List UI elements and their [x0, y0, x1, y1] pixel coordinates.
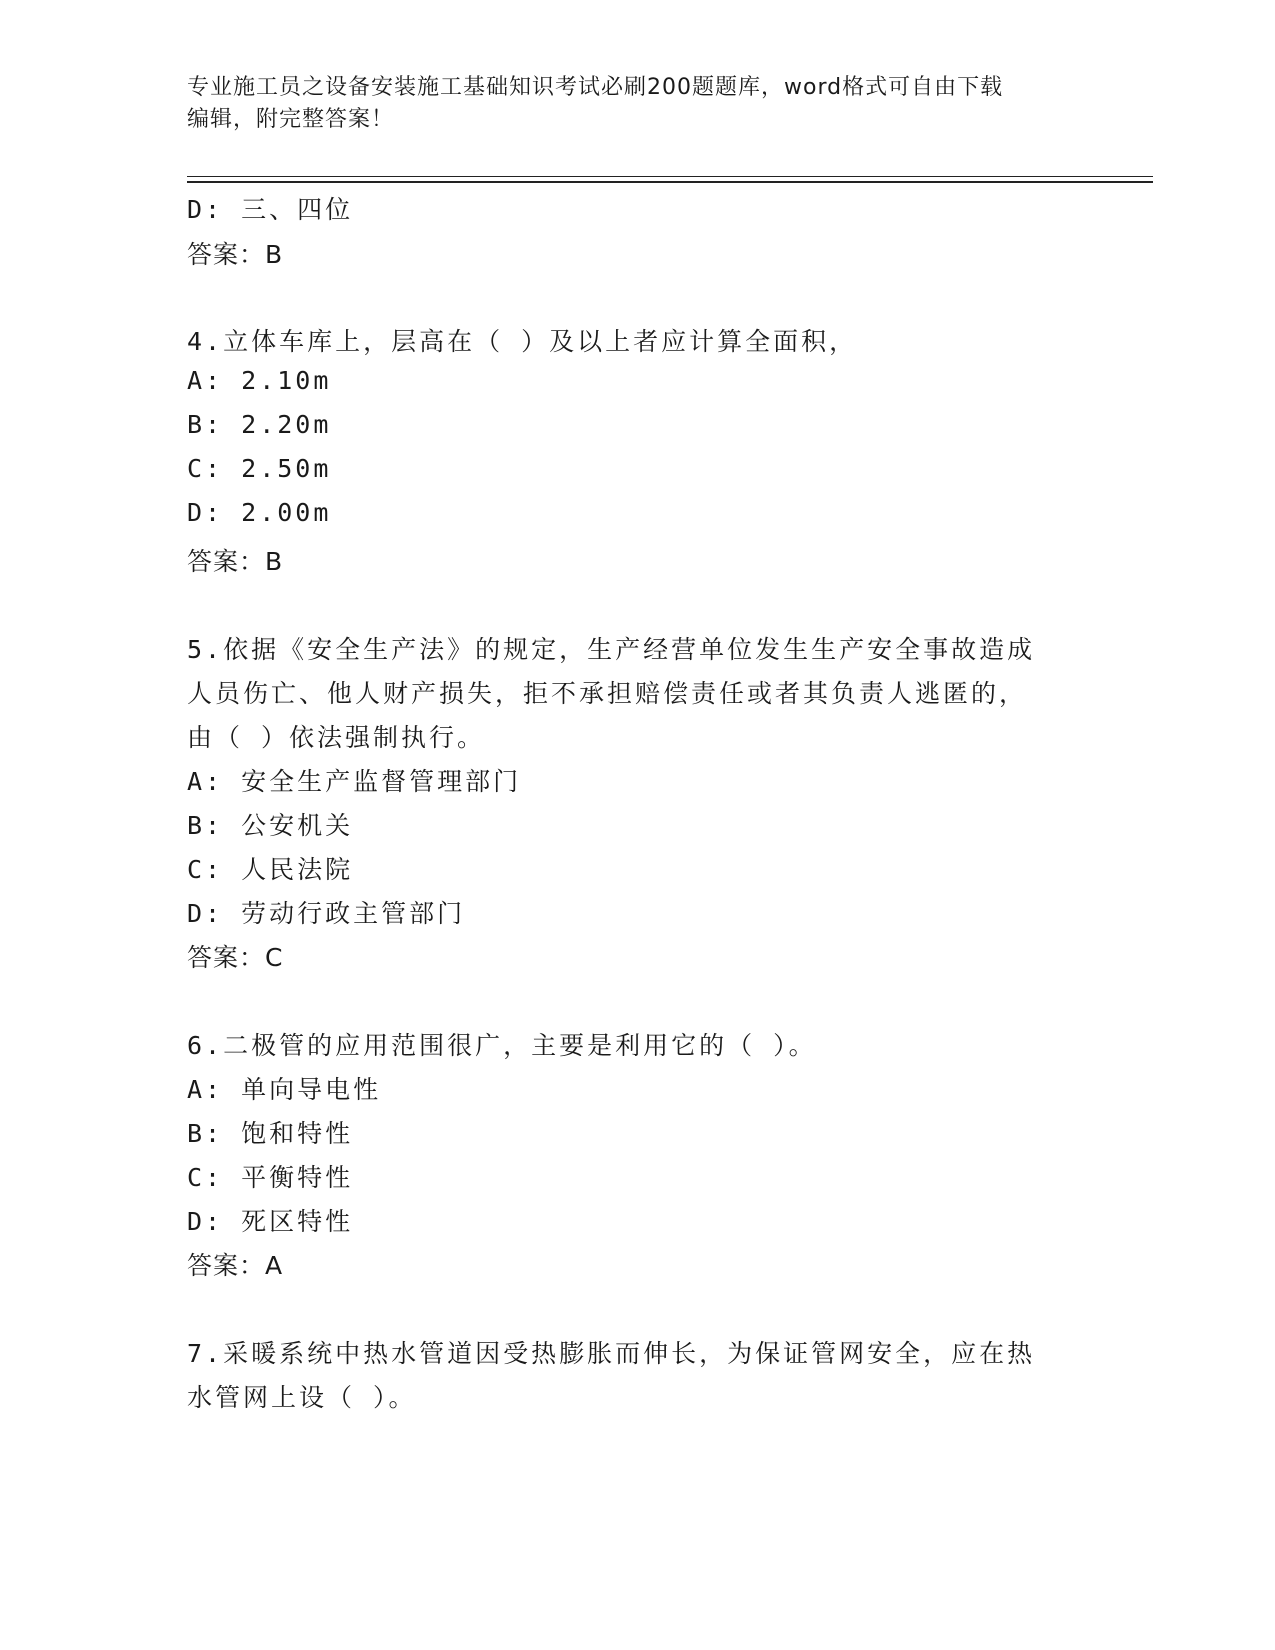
option-a: A: 单向导电性 — [187, 1075, 382, 1104]
option-d: D: 2.00m — [187, 498, 332, 527]
option-b: B: 2.20m — [187, 410, 332, 439]
option-b: B: 饱和特性 — [187, 1119, 354, 1148]
header-title-line-2: 编辑，附完整答案！ — [187, 107, 395, 132]
option-c: C: 平衡特性 — [187, 1163, 354, 1192]
question-stem: 4.立体车库上，层高在（ ）及以上者应计算全面积， — [187, 327, 858, 356]
header-divider-thin — [187, 176, 1153, 177]
option-d: D: 劳动行政主管部门 — [187, 899, 466, 928]
answer-label: 答案：A — [187, 1251, 284, 1280]
option-d: D: 三、四位 — [187, 195, 354, 224]
option-b: B: 公安机关 — [187, 811, 354, 840]
question-stem: 由（ ）依法强制执行。 — [187, 723, 486, 752]
question-stem: 7.采暖系统中热水管道因受热膨胀而伸长，为保证管网安全，应在热 — [187, 1339, 1036, 1368]
option-a: A: 2.10m — [187, 366, 332, 395]
option-a: A: 安全生产监督管理部门 — [187, 767, 522, 796]
option-c: C: 2.50m — [187, 454, 332, 483]
header-title-line-1: 专业施工员之设备安装施工基础知识考试必刷200题题库，word格式可自由下载 — [187, 75, 1004, 100]
answer-label: 答案：B — [187, 240, 284, 269]
page-header — [187, 72, 1067, 136]
question-stem: 水管网上设（ ）。 — [187, 1383, 417, 1412]
question-stem: 5.依据《安全生产法》的规定，生产经营单位发生生产安全事故造成 — [187, 635, 1036, 664]
option-c: C: 人民法院 — [187, 855, 354, 884]
answer-label: 答案：B — [187, 547, 284, 576]
answer-label: 答案：C — [187, 943, 284, 972]
option-d: D: 死区特性 — [187, 1207, 354, 1236]
header-divider-thick — [187, 181, 1153, 183]
question-stem: 人员伤亡、他人财产损失，拒不承担赔偿责任或者其负责人逃匿的， — [187, 679, 1028, 708]
question-stem: 6.二极管的应用范围很广，主要是利用它的（ ）。 — [187, 1031, 817, 1060]
